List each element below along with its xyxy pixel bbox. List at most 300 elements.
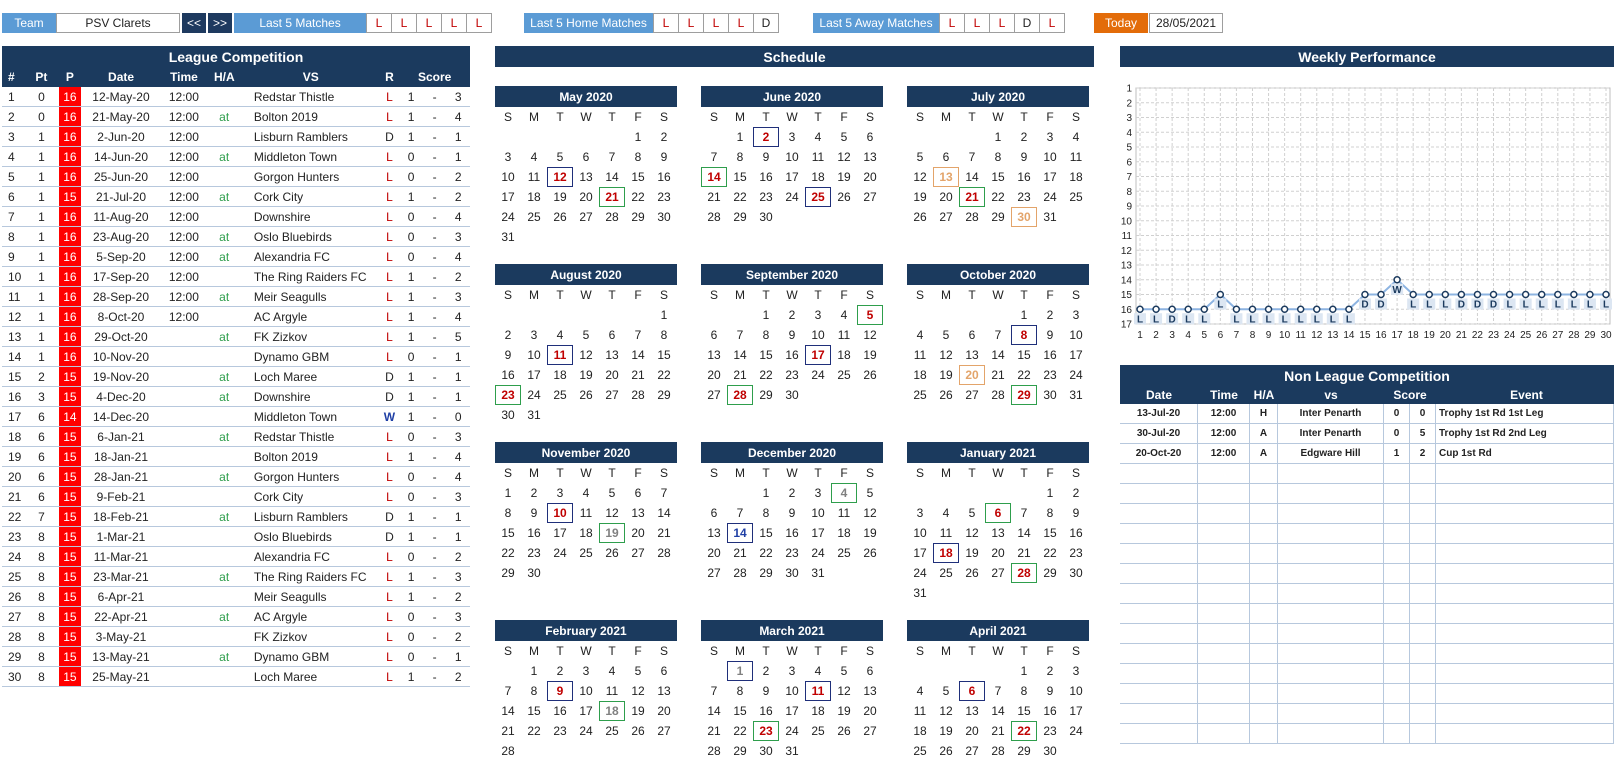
calendar-day[interactable]: 14 [991,348,1005,362]
calendar-day[interactable]: 5 [916,150,924,164]
calendar-day[interactable]: 7 [710,684,718,698]
calendar-match-day[interactable]: 29 [1011,385,1037,405]
calendar-day[interactable]: 27 [863,724,877,738]
calendar-day[interactable]: 28 [631,388,645,402]
calendar-day[interactable]: 16 [1043,348,1057,362]
calendar-day[interactable]: 14 [991,704,1005,718]
calendar-day[interactable]: 27 [605,388,619,402]
calendar-day[interactable]: 19 [913,190,927,204]
calendar-day[interactable]: 4 [814,664,822,678]
calendar-day[interactable]: 9 [660,150,668,164]
calendar-day[interactable]: 18 [913,724,927,738]
calendar-day[interactable]: 20 [657,704,671,718]
calendar-match-day[interactable]: 30 [1011,207,1037,227]
nonleague-row[interactable] [1120,724,1614,744]
calendar-day[interactable]: 10 [811,506,825,520]
calendar-day[interactable]: 16 [759,170,773,184]
league-row[interactable] [2,627,470,647]
calendar-match-day[interactable]: 18 [599,701,625,721]
nonleague-row[interactable] [1120,424,1614,444]
nonleague-row[interactable] [1120,404,1614,424]
calendar-day[interactable]: 1 [660,308,668,322]
calendar-day[interactable]: 4 [814,130,822,144]
calendar-day[interactable]: 20 [939,190,953,204]
calendar-day[interactable]: 24 [1069,724,1083,738]
calendar-day[interactable]: 25 [837,368,851,382]
calendar-day[interactable]: 24 [913,566,927,580]
calendar-day[interactable]: 25 [837,546,851,560]
calendar-day[interactable]: 27 [707,388,721,402]
league-row[interactable] [2,187,470,207]
calendar-match-day[interactable]: 22 [1011,721,1037,741]
calendar-day[interactable]: 3 [788,130,796,144]
calendar-day[interactable]: 30 [785,566,799,580]
calendar-match-day[interactable]: 19 [599,523,625,543]
calendar-match-day[interactable]: 4 [831,483,857,503]
calendar-day[interactable]: 21 [991,724,1005,738]
calendar-day[interactable]: 14 [657,506,671,520]
calendar-day[interactable]: 28 [965,210,979,224]
calendar-day[interactable]: 20 [707,368,721,382]
calendar-day[interactable]: 9 [762,150,770,164]
calendar-day[interactable]: 29 [759,566,773,580]
calendar-day[interactable]: 7 [504,684,512,698]
calendar-day[interactable]: 17 [1069,348,1083,362]
calendar-day[interactable]: 10 [811,328,825,342]
calendar-day[interactable]: 26 [939,744,953,758]
calendar-day[interactable]: 22 [733,724,747,738]
calendar-day[interactable]: 23 [553,724,567,738]
calendar-day[interactable]: 17 [1043,170,1057,184]
calendar-match-day[interactable]: 5 [857,305,883,325]
calendar-day[interactable]: 21 [707,724,721,738]
calendar-day[interactable]: 1 [736,130,744,144]
calendar-day[interactable]: 2 [1046,308,1054,322]
calendar-day[interactable]: 7 [736,506,744,520]
nonleague-row[interactable] [1120,684,1614,704]
calendar-day[interactable]: 12 [939,704,953,718]
nonleague-row[interactable] [1120,504,1614,524]
calendar-day[interactable]: 10 [579,684,593,698]
calendar-day[interactable]: 24 [811,546,825,560]
calendar-day[interactable]: 14 [1017,526,1031,540]
calendar-day[interactable]: 31 [1069,388,1083,402]
calendar-day[interactable]: 2 [762,664,770,678]
league-row[interactable] [2,227,470,247]
calendar-day[interactable]: 27 [863,190,877,204]
calendar-day[interactable]: 20 [605,368,619,382]
nonleague-row[interactable] [1120,544,1614,564]
league-row[interactable] [2,327,470,347]
calendar-match-day[interactable]: 23 [753,721,779,741]
calendar-day[interactable]: 14 [631,348,645,362]
league-row[interactable] [2,587,470,607]
calendar-day[interactable]: 11 [939,526,953,540]
calendar-day[interactable]: 12 [631,684,645,698]
calendar-day[interactable]: 17 [913,546,927,560]
calendar-day[interactable]: 10 [527,348,541,362]
calendar-day[interactable]: 7 [608,150,616,164]
calendar-day[interactable]: 27 [657,724,671,738]
nonleague-row[interactable] [1120,444,1614,464]
calendar-day[interactable]: 20 [863,704,877,718]
calendar-day[interactable]: 19 [939,724,953,738]
calendar-day[interactable]: 4 [916,328,924,342]
calendar-day[interactable]: 18 [837,526,851,540]
calendar-day[interactable]: 7 [1020,506,1028,520]
calendar-day[interactable]: 8 [736,150,744,164]
calendar-match-day[interactable]: 8 [1011,325,1037,345]
calendar-day[interactable]: 6 [968,328,976,342]
calendar-day[interactable]: 17 [811,526,825,540]
calendar-day[interactable]: 22 [991,190,1005,204]
calendar-day[interactable]: 15 [527,704,541,718]
calendar-day[interactable]: 11 [837,506,851,520]
calendar-day[interactable]: 16 [759,704,773,718]
league-row[interactable] [2,347,470,367]
calendar-match-day[interactable]: 12 [547,167,573,187]
calendar-day[interactable]: 15 [1017,704,1031,718]
calendar-day[interactable]: 11 [579,506,593,520]
calendar-day[interactable]: 16 [501,368,515,382]
calendar-day[interactable]: 6 [608,328,616,342]
calendar-day[interactable]: 8 [504,506,512,520]
calendar-day[interactable]: 10 [913,526,927,540]
calendar-day[interactable]: 9 [1046,328,1054,342]
calendar-day[interactable]: 15 [733,170,747,184]
calendar-day[interactable]: 4 [942,506,950,520]
calendar-day[interactable]: 28 [707,210,721,224]
calendar-match-day[interactable]: 21 [599,187,625,207]
calendar-day[interactable]: 5 [968,506,976,520]
calendar-day[interactable]: 20 [631,526,645,540]
calendar-day[interactable]: 12 [863,328,877,342]
calendar-day[interactable]: 5 [866,486,874,500]
league-row[interactable] [2,207,470,227]
league-row[interactable] [2,147,470,167]
calendar-day[interactable]: 15 [631,170,645,184]
calendar-day[interactable]: 21 [631,368,645,382]
calendar-day[interactable]: 26 [837,724,851,738]
calendar-day[interactable]: 7 [634,328,642,342]
calendar-day[interactable]: 17 [785,170,799,184]
calendar-day[interactable]: 31 [501,230,515,244]
nonleague-row[interactable] [1120,664,1614,684]
calendar-day[interactable]: 8 [634,150,642,164]
calendar-day[interactable]: 26 [863,546,877,560]
calendar-day[interactable]: 13 [579,170,593,184]
calendar-day[interactable]: 25 [1069,190,1083,204]
calendar-day[interactable]: 15 [991,170,1005,184]
calendar-day[interactable]: 8 [762,506,770,520]
calendar-day[interactable]: 27 [965,744,979,758]
calendar-day[interactable]: 31 [785,744,799,758]
league-row[interactable] [2,547,470,567]
calendar-day[interactable]: 23 [657,190,671,204]
calendar-day[interactable]: 22 [631,190,645,204]
calendar-day[interactable]: 19 [553,190,567,204]
calendar-day[interactable]: 19 [939,368,953,382]
calendar-day[interactable]: 7 [994,328,1002,342]
calendar-day[interactable]: 18 [913,368,927,382]
calendar-match-day[interactable]: 13 [933,167,959,187]
calendar-day[interactable]: 13 [631,506,645,520]
calendar-day[interactable]: 10 [785,150,799,164]
calendar-day[interactable]: 15 [733,704,747,718]
calendar-match-day[interactable]: 9 [547,681,573,701]
calendar-match-day[interactable]: 28 [1011,563,1037,583]
calendar-day[interactable]: 10 [1043,150,1057,164]
league-row[interactable] [2,267,470,287]
calendar-day[interactable]: 24 [785,190,799,204]
calendar-day[interactable]: 5 [840,130,848,144]
league-row[interactable] [2,447,470,467]
calendar-day[interactable]: 27 [579,210,593,224]
calendar-day[interactable]: 13 [707,348,721,362]
league-row[interactable] [2,387,470,407]
calendar-day[interactable]: 28 [657,546,671,560]
calendar-day[interactable]: 7 [994,684,1002,698]
calendar-day[interactable]: 30 [501,408,515,422]
calendar-day[interactable]: 29 [657,388,671,402]
calendar-match-day[interactable]: 11 [547,345,573,365]
calendar-day[interactable]: 25 [579,546,593,560]
calendar-day[interactable]: 22 [1017,368,1031,382]
calendar-day[interactable]: 30 [759,210,773,224]
calendar-day[interactable]: 4 [916,684,924,698]
calendar-day[interactable]: 18 [579,526,593,540]
league-row[interactable] [2,127,470,147]
calendar-day[interactable]: 26 [965,566,979,580]
calendar-day[interactable]: 24 [1069,368,1083,382]
calendar-day[interactable]: 6 [582,150,590,164]
calendar-day[interactable]: 1 [1046,486,1054,500]
calendar-day[interactable]: 18 [1069,170,1083,184]
calendar-match-day[interactable]: 14 [727,523,753,543]
league-row[interactable] [2,647,470,667]
calendar-day[interactable]: 29 [1043,566,1057,580]
calendar-day[interactable]: 26 [579,388,593,402]
calendar-match-day[interactable]: 1 [727,661,753,681]
calendar-day[interactable]: 6 [634,486,642,500]
calendar-match-day[interactable]: 2 [753,127,779,147]
nonleague-row[interactable] [1120,604,1614,624]
calendar-day[interactable]: 18 [837,348,851,362]
calendar-match-day[interactable]: 17 [805,345,831,365]
calendar-day[interactable]: 30 [1069,566,1083,580]
calendar-day[interactable]: 22 [1043,546,1057,560]
calendar-day[interactable]: 21 [501,724,515,738]
calendar-day[interactable]: 28 [605,210,619,224]
calendar-day[interactable]: 21 [657,526,671,540]
calendar-day[interactable]: 22 [527,724,541,738]
calendar-day[interactable]: 21 [707,190,721,204]
calendar-day[interactable]: 27 [631,546,645,560]
calendar-day[interactable]: 10 [785,684,799,698]
calendar-day[interactable]: 23 [1017,190,1031,204]
calendar-day[interactable]: 20 [965,724,979,738]
calendar-day[interactable]: 4 [556,328,564,342]
calendar-day[interactable]: 2 [504,328,512,342]
calendar-day[interactable]: 11 [913,348,927,362]
league-row[interactable] [2,487,470,507]
calendar-day[interactable]: 24 [501,210,515,224]
calendar-day[interactable]: 1 [530,664,538,678]
calendar-match-day[interactable]: 21 [959,187,985,207]
calendar-day[interactable]: 9 [762,684,770,698]
calendar-day[interactable]: 29 [733,744,747,758]
calendar-day[interactable]: 19 [965,546,979,560]
calendar-day[interactable]: 19 [631,704,645,718]
calendar-day[interactable]: 14 [605,170,619,184]
team-value[interactable]: PSV Clarets [56,13,180,33]
calendar-day[interactable]: 15 [1017,348,1031,362]
calendar-day[interactable]: 8 [994,150,1002,164]
calendar-day[interactable]: 12 [605,506,619,520]
calendar-day[interactable]: 5 [634,664,642,678]
calendar-day[interactable]: 24 [1043,190,1057,204]
league-row[interactable] [2,87,470,107]
calendar-day[interactable]: 2 [1046,664,1054,678]
calendar-day[interactable]: 31 [527,408,541,422]
league-row[interactable] [2,307,470,327]
calendar-day[interactable]: 27 [707,566,721,580]
calendar-day[interactable]: 1 [762,486,770,500]
calendar-day[interactable]: 17 [785,704,799,718]
calendar-day[interactable]: 26 [913,210,927,224]
league-row[interactable] [2,567,470,587]
league-row[interactable] [2,247,470,267]
nonleague-row[interactable] [1120,644,1614,664]
calendar-day[interactable]: 25 [913,388,927,402]
calendar-day[interactable]: 27 [965,388,979,402]
calendar-day[interactable]: 2 [556,664,564,678]
calendar-day[interactable]: 21 [733,546,747,560]
calendar-day[interactable]: 26 [863,368,877,382]
calendar-day[interactable]: 1 [504,486,512,500]
calendar-day[interactable]: 14 [965,170,979,184]
calendar-day[interactable]: 23 [1043,368,1057,382]
calendar-day[interactable]: 8 [530,684,538,698]
calendar-day[interactable]: 11 [811,150,825,164]
calendar-day[interactable]: 6 [660,664,668,678]
calendar-day[interactable]: 4 [1072,130,1080,144]
calendar-day[interactable]: 10 [1069,684,1083,698]
calendar-match-day[interactable]: 18 [933,543,959,563]
calendar-day[interactable]: 4 [582,486,590,500]
calendar-day[interactable]: 7 [710,150,718,164]
calendar-day[interactable]: 27 [939,210,953,224]
calendar-match-day[interactable]: 28 [727,385,753,405]
calendar-day[interactable]: 14 [707,704,721,718]
league-row[interactable] [2,467,470,487]
calendar-day[interactable]: 14 [733,348,747,362]
calendar-day[interactable]: 22 [759,368,773,382]
calendar-day[interactable]: 12 [965,526,979,540]
calendar-day[interactable]: 5 [942,684,950,698]
calendar-day[interactable]: 24 [785,724,799,738]
calendar-day[interactable]: 15 [759,348,773,362]
calendar-day[interactable]: 6 [942,150,950,164]
calendar-day[interactable]: 9 [788,506,796,520]
calendar-day[interactable]: 23 [785,546,799,560]
calendar-match-day[interactable]: 14 [701,167,727,187]
calendar-day[interactable]: 13 [863,684,877,698]
calendar-day[interactable]: 21 [991,368,1005,382]
league-row[interactable] [2,167,470,187]
calendar-day[interactable]: 12 [939,348,953,362]
calendar-day[interactable]: 21 [733,368,747,382]
calendar-day[interactable]: 5 [840,664,848,678]
calendar-day[interactable]: 28 [733,566,747,580]
calendar-match-day[interactable]: 10 [547,503,573,523]
calendar-day[interactable]: 16 [527,526,541,540]
league-row[interactable] [2,407,470,427]
calendar-day[interactable]: 2 [788,308,796,322]
calendar-day[interactable]: 25 [553,388,567,402]
calendar-day[interactable]: 25 [527,210,541,224]
calendar-day[interactable]: 5 [608,486,616,500]
calendar-day[interactable]: 30 [1043,744,1057,758]
next-team-button[interactable]: >> [208,13,232,33]
calendar-day[interactable]: 11 [837,328,851,342]
calendar-day[interactable]: 1 [1020,664,1028,678]
calendar-day[interactable]: 13 [707,526,721,540]
calendar-day[interactable]: 26 [605,546,619,560]
prev-team-button[interactable]: << [182,13,206,33]
calendar-day[interactable]: 16 [785,526,799,540]
league-row[interactable] [2,427,470,447]
calendar-day[interactable]: 28 [501,744,515,758]
calendar-day[interactable]: 21 [1017,546,1031,560]
calendar-day[interactable]: 20 [579,190,593,204]
league-row[interactable] [2,287,470,307]
calendar-day[interactable]: 18 [527,190,541,204]
calendar-day[interactable]: 16 [1017,170,1031,184]
calendar-day[interactable]: 8 [762,328,770,342]
calendar-day[interactable]: 29 [991,210,1005,224]
calendar-day[interactable]: 28 [991,744,1005,758]
calendar-day[interactable]: 23 [527,546,541,560]
calendar-day[interactable]: 13 [965,348,979,362]
calendar-day[interactable]: 12 [579,348,593,362]
calendar-day[interactable]: 28 [991,388,1005,402]
calendar-day[interactable]: 26 [553,210,567,224]
calendar-day[interactable]: 30 [527,566,541,580]
calendar-match-day[interactable]: 23 [495,385,521,405]
calendar-day[interactable]: 27 [991,566,1005,580]
calendar-day[interactable]: 25 [605,724,619,738]
calendar-day[interactable]: 2 [788,486,796,500]
calendar-day[interactable]: 22 [759,546,773,560]
calendar-day[interactable]: 13 [991,526,1005,540]
league-row[interactable] [2,507,470,527]
calendar-day[interactable]: 17 [1069,704,1083,718]
calendar-day[interactable]: 4 [840,308,848,322]
nonleague-row[interactable] [1120,524,1614,544]
calendar-day[interactable]: 5 [556,150,564,164]
calendar-day[interactable]: 3 [530,328,538,342]
calendar-day[interactable]: 23 [1043,724,1057,738]
calendar-day[interactable]: 4 [530,150,538,164]
nonleague-row[interactable] [1120,704,1614,724]
calendar-day[interactable]: 19 [863,526,877,540]
calendar-day[interactable]: 24 [527,388,541,402]
calendar-day[interactable]: 29 [631,210,645,224]
calendar-day[interactable]: 24 [553,546,567,560]
calendar-day[interactable]: 5 [942,328,950,342]
calendar-day[interactable]: 6 [866,664,874,678]
